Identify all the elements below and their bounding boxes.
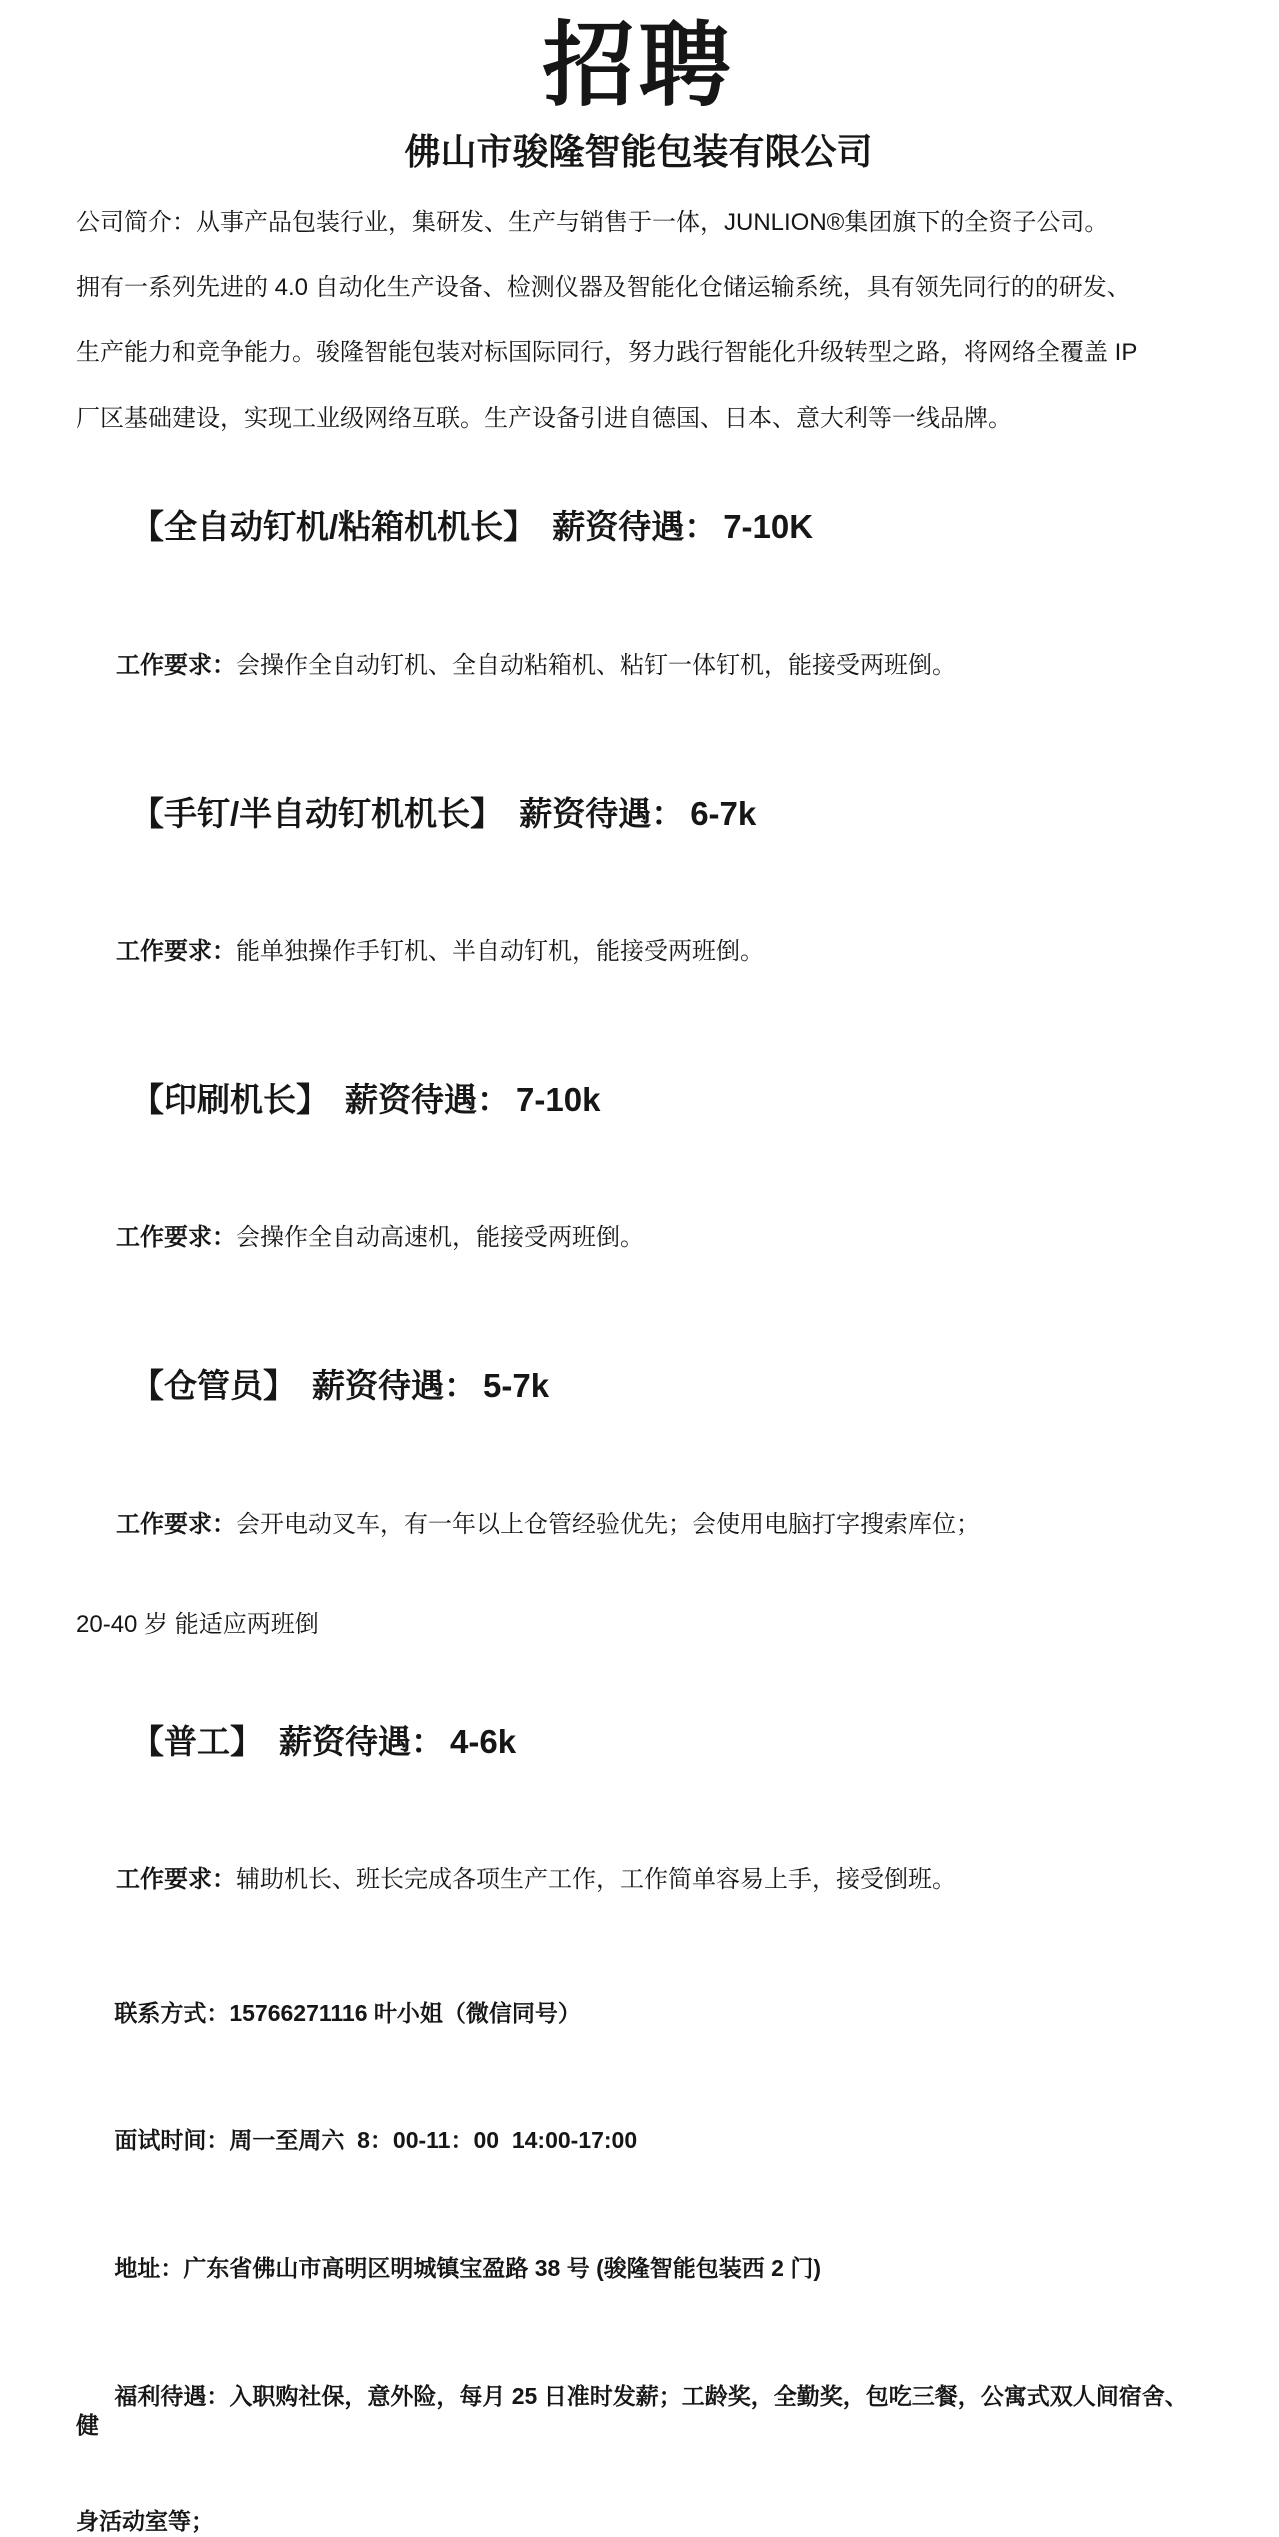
address-value: 广东省佛山市高明区明城镇宝盈路 38 号 (骏隆智能包装西 2 门) xyxy=(183,2254,821,2281)
requirement-label: 工作要求： xyxy=(116,1224,237,1252)
salary-value: 7-10k xyxy=(516,1081,601,1119)
company-intro xyxy=(76,207,1201,434)
salary-label: 薪资待遇： xyxy=(552,508,718,546)
company-intro-line: 厂区基础建设，实现工业级网络互联。生产设备引进自德国、日本、意大利等一线品牌。 xyxy=(76,404,1012,432)
contact-line xyxy=(76,1969,1201,2059)
requirement-label: 工作要求： xyxy=(116,651,237,679)
job-requirement xyxy=(76,1833,1201,1927)
job-heading xyxy=(76,468,1201,587)
salary-label: 薪资待遇： xyxy=(312,1367,478,1405)
job-section-fully-auto-nailing-machine-lead xyxy=(76,468,1201,712)
job-section-warehouse-keeper xyxy=(76,1327,1201,1641)
job-heading xyxy=(76,754,1201,873)
footer-info xyxy=(76,1969,1201,2537)
salary-label: 薪资待遇： xyxy=(519,794,685,832)
job-heading xyxy=(76,1327,1201,1446)
requirement-extra-text: 20-40 岁 能适应两班倒 xyxy=(76,1611,319,1639)
company-intro-line: 生产能力和竞争能力。骏隆智能包装对标国际同行，努力践行智能化升级转型之路，将网络全覆盖 IP xyxy=(76,339,1138,367)
job-requirement xyxy=(76,1478,1201,1572)
requirement-label: 工作要求： xyxy=(116,1866,237,1894)
salary-label: 薪资待遇： xyxy=(279,1722,445,1760)
requirement-text: 辅助机长、班长完成各项生产工作，工作简单容易上手，接受倒班。 xyxy=(236,1866,957,1894)
job-requirement xyxy=(76,1191,1201,1285)
contact-value: 15766271116 叶小姐（微信同号） xyxy=(229,1999,581,2026)
interview-time-value: 周一至周六 8：00-11：00 14:00-17:00 xyxy=(229,2127,638,2154)
job-section-hand-nailing-machine-lead xyxy=(76,754,1201,998)
requirement-label: 工作要求： xyxy=(116,1510,237,1538)
interview-time-line xyxy=(76,2096,1201,2186)
job-requirement xyxy=(76,905,1201,999)
address-label: 地址： xyxy=(114,2254,184,2281)
benefits-line-continued: 身活动室等； xyxy=(76,2508,214,2535)
requirement-label: 工作要求： xyxy=(116,938,237,966)
address-line xyxy=(76,2224,1201,2314)
benefits-line xyxy=(76,2352,1201,2472)
requirement-text: 会开电动叉车，有一年以上仓管经验优先；会使用电脑打字搜索库位； xyxy=(236,1510,981,1538)
job-heading xyxy=(76,1040,1201,1159)
job-heading xyxy=(76,1682,1201,1801)
job-title: 【全自动钉机/粘箱机机长】 xyxy=(131,508,537,546)
salary-label: 薪资待遇： xyxy=(345,1081,511,1119)
job-section-general-worker xyxy=(76,1682,1201,1926)
job-title: 【印刷机长】 xyxy=(131,1081,330,1119)
salary-value: 5-7k xyxy=(483,1367,550,1405)
company-intro-line: 公司简介：从事产品包装行业，集研发、生产与销售于一体，JUNLION®集团旗下的全资子公司。 xyxy=(76,208,1109,236)
job-section-printing-machine-lead xyxy=(76,1040,1201,1284)
company-intro-line: 拥有一系列先进的 4.0 自动化生产设备、检测仪器及智能化仓储运输系统，具有领先同行的的研发、 xyxy=(76,274,1131,302)
salary-value: 6-7k xyxy=(690,794,757,832)
job-requirement xyxy=(76,619,1201,713)
requirement-text: 能单独操作手钉机、半自动钉机，能接受两班倒。 xyxy=(236,938,765,966)
requirement-text: 会操作全自动高速机，能接受两班倒。 xyxy=(236,1224,645,1252)
page-title: 招聘 xyxy=(542,15,735,117)
job-title: 【仓管员】 xyxy=(131,1367,297,1405)
benefits-value: 入职购社保，意外险，每月 25 日准时发薪；工龄奖，全勤奖，包吃三餐，公寓式双人间宿舍、健 xyxy=(76,2382,1188,2439)
salary-value: 7-10K xyxy=(723,508,814,546)
job-title: 【普工】 xyxy=(131,1722,264,1760)
salary-value: 4-6k xyxy=(450,1722,517,1760)
requirement-text: 会操作全自动钉机、全自动粘箱机、粘钉一体钉机，能接受两班倒。 xyxy=(236,651,957,679)
interview-time-label: 面试时间： xyxy=(114,2127,230,2154)
job-title: 【手钉/半自动钉机机长】 xyxy=(131,794,504,832)
contact-label: 联系方式： xyxy=(114,1999,230,2026)
benefits-label: 福利待遇： xyxy=(114,2382,230,2409)
company-name: 佛山市骏隆智能包装有限公司 xyxy=(404,130,873,172)
